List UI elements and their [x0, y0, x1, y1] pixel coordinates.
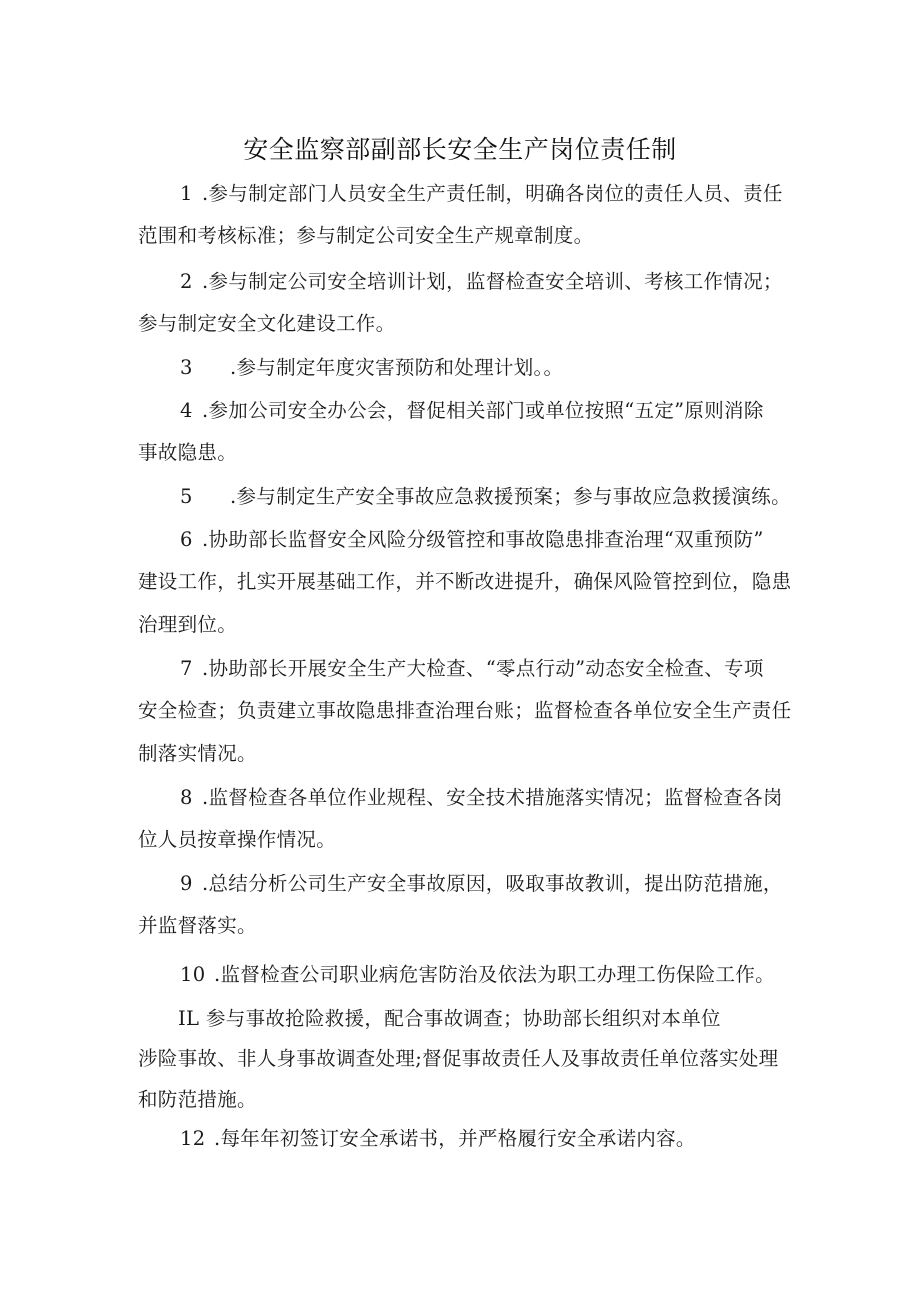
item-number: 4 — [180, 399, 193, 422]
item-9-line-2: 并监督落实。 — [138, 914, 257, 937]
item-text: .参与制定部门人员安全生产责任制，明确各岗位的责任人员、责任 — [202, 182, 783, 205]
item-number: 6 — [180, 528, 193, 551]
document-title: 安全监察部副部长安全生产岗位责任制 — [243, 135, 677, 164]
item-8-line-2: 位人员按章操作情况。 — [138, 828, 337, 851]
item-12-line-1 — [180, 1125, 696, 1153]
item-text: .参与制定年度灾害预防和处理计划。。 — [230, 356, 564, 379]
item-number: 1 — [180, 182, 193, 205]
item-2-line-1 — [180, 268, 783, 296]
item-1-line-2: 范围和考核标准；参与制定公司安全生产规章制度。 — [138, 224, 594, 247]
item-10-line-1 — [180, 961, 775, 989]
item-text: .每年年初签订安全承诺书，并严格履行安全承诺内容。 — [214, 1127, 696, 1150]
item-text: .参与制定公司安全培训计划，监督检查安全培训、考核工作情况； — [202, 270, 783, 293]
item-3-line-1 — [180, 354, 563, 382]
item-7-line-1 — [180, 655, 764, 683]
item-text: .参加公司安全办公会，督促相关部门或单位按照“五定”原则消除 — [202, 399, 764, 422]
item-7-line-3: 制落实情况。 — [138, 742, 257, 765]
item-5-line-1 — [180, 483, 791, 511]
item-11-line-3: 和防范措施。 — [138, 1088, 257, 1111]
item-text: .参与制定生产安全事故应急救援预案；参与事故应急救援演练。 — [230, 485, 791, 508]
item-6-line-3: 治理到位。 — [138, 613, 238, 636]
item-text: .总结分析公司生产安全事故原因，吸取事故教训，提出防范措施， — [202, 872, 783, 895]
item-11-line-2: 涉险事故、非人身事故调查处理;督促事故责任人及事故责任单位落实处理 — [138, 1047, 779, 1070]
item-1-line-1 — [180, 180, 783, 208]
item-number: 9 — [180, 872, 193, 895]
item-11-line-1 — [178, 1005, 721, 1033]
item-6-line-1 — [180, 526, 764, 554]
item-number: 10 — [180, 963, 206, 986]
item-4-line-2: 事故隐患。 — [138, 441, 238, 464]
item-number: 2 — [180, 270, 193, 293]
item-text: 参与事故抢险救援，配合事故调查；协助部长组织对本单位 — [206, 1007, 721, 1030]
item-text: .协助部长开展安全生产大检查、“零点行动”动态安全检查、专项 — [202, 657, 764, 680]
item-number: 3 — [180, 356, 193, 379]
item-7-line-2: 安全检查；负责建立事故隐患排查治理台账；监督检查各单位安全生产责任 — [138, 699, 792, 722]
item-9-line-1 — [180, 870, 783, 898]
item-number: 12 — [180, 1127, 206, 1150]
item-number: IL — [178, 1007, 200, 1030]
item-text: .监督检查各单位作业规程、安全技术措施落实情况；监督检查各岗 — [202, 786, 783, 809]
item-text: .协助部长监督安全风险分级管控和事故隐患排查治理“双重预防” — [202, 528, 764, 551]
item-number: 7 — [180, 657, 193, 680]
item-6-line-2: 建设工作，扎实开展基础工作，并不断改进提升，确保风险管控到位，隐患 — [138, 570, 792, 593]
item-text: .监督检查公司职业病危害防治及依法为职工办理工伤保险工作。 — [214, 963, 775, 986]
item-8-line-1 — [180, 784, 783, 812]
item-2-line-2: 参与制定安全文化建设工作。 — [138, 312, 396, 335]
item-number: 8 — [180, 786, 193, 809]
item-number: 5 — [180, 485, 193, 508]
item-4-line-1 — [180, 397, 764, 425]
